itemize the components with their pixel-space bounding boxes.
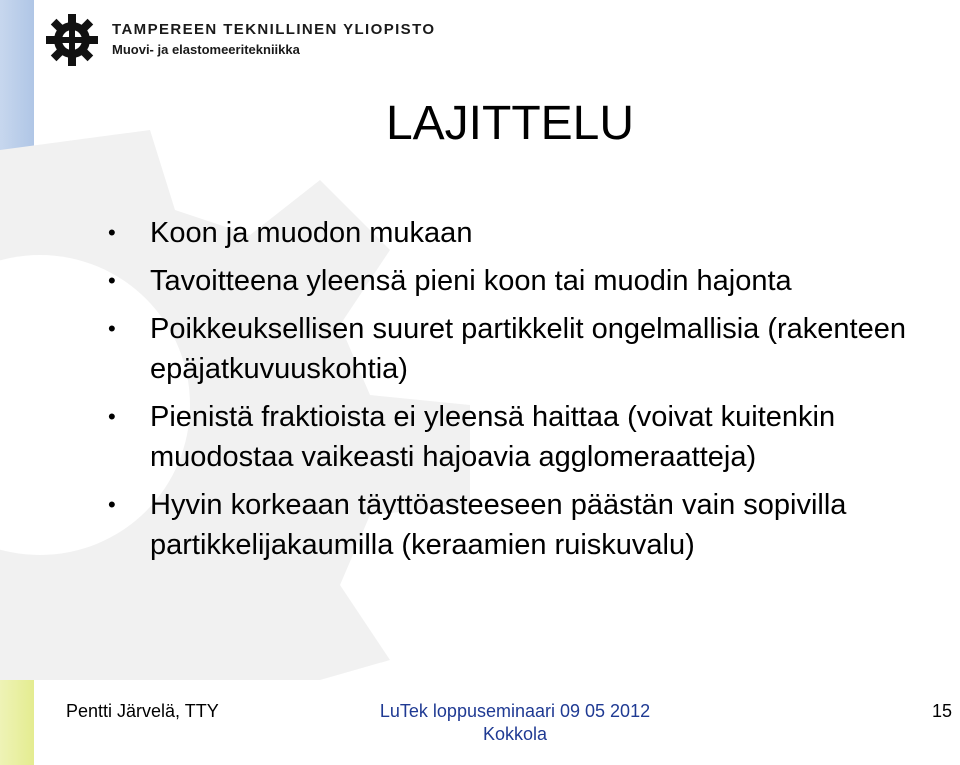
bullet-list xyxy=(108,213,958,573)
bullet-dot-icon: • xyxy=(108,492,116,517)
bullet-dot-icon: • xyxy=(108,220,116,245)
bullet-dot-icon: • xyxy=(108,316,116,341)
department-name: Muovi- ja elastomeeritekniikka xyxy=(112,42,300,57)
logo-text xyxy=(112,21,435,59)
footer-event-line2: Kokkola xyxy=(482,724,548,744)
university-name: TAMPEREEN TEKNILLINEN YLIOPISTO xyxy=(112,21,436,38)
footer-event xyxy=(360,700,670,746)
bullet-dot-icon: • xyxy=(108,268,116,293)
bullet-text: Tavoitteena yleensä pieni koon tai muodin hajonta xyxy=(150,265,792,297)
bullet-text: Poikkeuksellisen suuret partikkelit ongelmallisia (rakenteen epäjatkuvuuskohtia) xyxy=(150,313,906,385)
page-number: 15 xyxy=(931,701,952,721)
bullet-item xyxy=(108,485,958,565)
slide-title: LAJITTELU xyxy=(385,97,635,150)
footer-author: Pentti Järvelä, TTY xyxy=(66,701,219,721)
bullet-item xyxy=(108,309,958,389)
bullet-item xyxy=(108,261,958,301)
bullet-text: Pienistä fraktioista ei yleensä haittaa (voivat kuitenkin muodostaa vaikeasti hajoavia agglomeraatteja) xyxy=(150,401,836,473)
bullet-text: Hyvin korkeaan täyttöasteeseen päästän vain sopivilla partikkelijakaumilla (keraamien ruiskuvalu) xyxy=(150,489,847,561)
bullet-item xyxy=(108,397,958,477)
bullet-item xyxy=(108,213,958,253)
footer-event-line1: LuTek loppuseminaari 09 05 2012 xyxy=(379,701,651,721)
bullet-text: Koon ja muodon mukaan xyxy=(150,217,473,249)
gear-logo-icon xyxy=(44,12,100,68)
university-logo xyxy=(44,12,435,68)
bullet-dot-icon: • xyxy=(108,404,116,429)
